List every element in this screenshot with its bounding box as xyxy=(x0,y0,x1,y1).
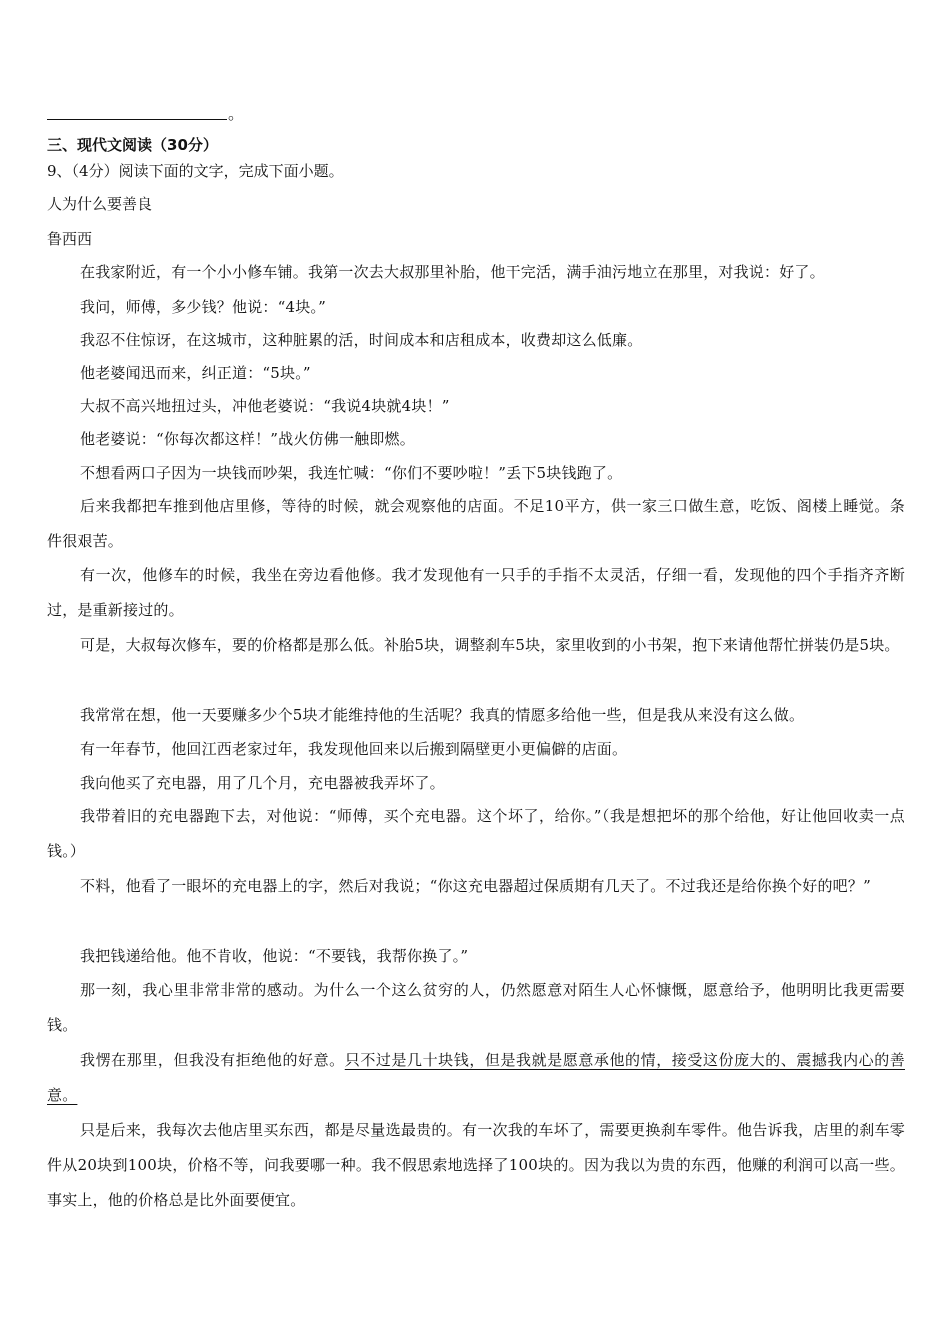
paragraph-with-underline xyxy=(47,1043,905,1113)
paragraph: 可是，大叔每次修车，要的价格都是那么低。补胎5块，调整刹车5块，家里收到的小书架，抱下来请他帮忙拼装仍是5块。 xyxy=(80,636,900,654)
section-heading: 三、现代文阅读（30分） xyxy=(47,136,218,154)
paragraph: 我问，师傅，多少钱？他说：“4块。” xyxy=(80,298,326,316)
paragraph: 只是后来，我每次去他店里买东西，都是尽量选最贵的。有一次我的车坏了，需要更换刹车零件。他告诉我，店里的刹车零件从20块到100块，价格不等，问我要哪一种。我不假思索地选择了100块的。因为我以为贵的东西，他赚的利润可以高一些。事实上，他的价格总是比外面要便宜。 xyxy=(47,1121,905,1209)
blank-period: 。 xyxy=(228,104,245,123)
paragraph-text: 我愣在那里，但我没有拒绝他的好意。 xyxy=(80,1051,345,1069)
paragraph: 我向他买了充电器，用了几个月，充电器被我弄坏了。 xyxy=(80,774,445,792)
paragraph: 有一次，他修车的时候，我坐在旁边看他修。我才发现他有一只手的手指不太灵活，仔细一看，发现他的四个手指齐齐断过，是重新接过的。 xyxy=(47,566,905,619)
paragraph: 他老婆说：“你每次都这样！”战火仿佛一触即燃。 xyxy=(80,430,415,448)
paragraph: 不料，他看了一眼坏的充电器上的字，然后对我说；“你这充电器超过保质期有几天了。不过我还是给你换个好的吧？” xyxy=(80,877,871,895)
paragraph: 我常常在想，他一天要赚多少个5块才能维持他的生活呢？我真的情愿多给他一些，但是我从来没有这么做。 xyxy=(80,706,805,724)
paragraph: 不想看两口子因为一块钱而吵架，我连忙喊：“你们不要吵啦！”丢下5块钱跑了。 xyxy=(80,464,623,482)
answer-underline xyxy=(47,119,227,120)
paragraph: 后来我都把车推到他店里修，等待的时候，就会观察他的店面。不足10平方，供一家三口做生意，吃饭、阁楼上睡觉。条件很艰苦。 xyxy=(47,497,905,550)
paragraph: 他老婆闻迅而来，纠正道：“5块。” xyxy=(80,364,311,382)
article-author: 鲁西西 xyxy=(47,230,93,248)
paragraph: 在我家附近，有一个小小修车铺。我第一次去大叔那里补胎，他干完活，满手油污地立在那里，对我说：好了。 xyxy=(80,263,825,281)
paragraph: 我忍不住惊讶，在这城市，这种脏累的活，时间成本和店租成本，收费却这么低廉。 xyxy=(80,331,643,349)
paragraph: 那一刻，我心里非常非常的感动。为什么一个这么贫穷的人，仍然愿意对陌生人心怀慷慨，愿意给予，他明明比我更需要钱。 xyxy=(47,981,905,1034)
paragraph: 有一年春节，他回江西老家过年，我发现他回来以后搬到隔壁更小更偏僻的店面。 xyxy=(80,740,628,758)
paragraph: 我带着旧的充电器跑下去，对他说：“师傅，买个充电器。这个坏了，给你。”（我是想把坏的那个给他，好让他回收卖一点钱。） xyxy=(47,807,905,860)
paragraph: 大叔不高兴地扭过头，冲他老婆说：“我说4块就4块！” xyxy=(80,397,450,415)
article-title: 人为什么要善良 xyxy=(47,195,153,213)
question-prompt: 9、（4分）阅读下面的文字，完成下面小题。 xyxy=(47,162,344,180)
paragraph: 我把钱递给他。他不肯收，他说：“不要钱，我帮你换了。” xyxy=(80,947,469,965)
answer-blank-line xyxy=(47,100,245,123)
underlined-sentence: 只不过是几十块钱，但是我就是愿意承他的情，接受这份庞大的、震撼我内心的善意。 xyxy=(47,1051,905,1104)
